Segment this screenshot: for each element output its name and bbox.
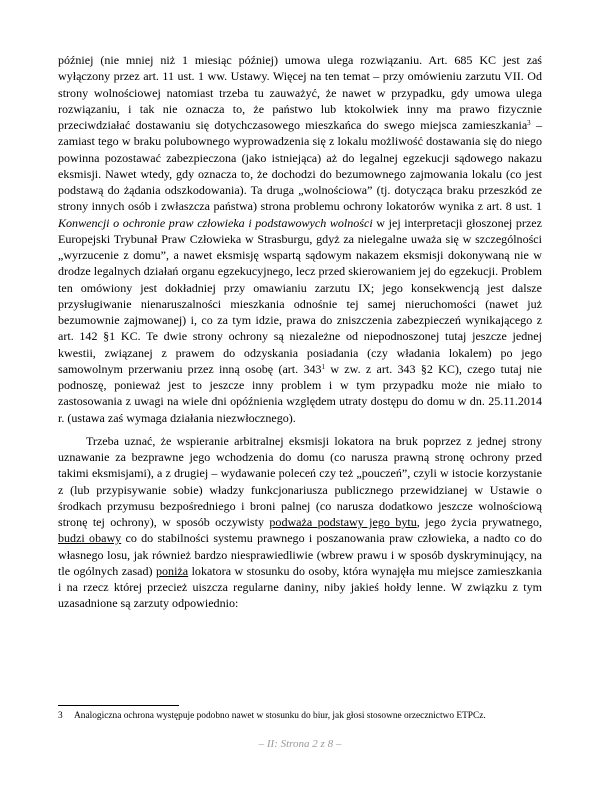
page-number-footer: – II: Strona 2 z 8 – [258, 738, 342, 750]
convention-title: Konwencji o ochronie praw człowieka i podstawowych wolności [58, 215, 373, 230]
paragraph-1-text-c: w jej interpretacji głoszonej przez Europejski Trybunał Praw Człowieka w Strasburgu, gdyż za nielegalne uważa się w szczególności „wyrzucenie z domu”, a nawet eksmisję wspartą sądowym nakazem eksmisji dokonywaną nie w drodze legalnych działań organu egzekucyjnego, lecz przed skierowaniem jej do egzekucji. Problem ten omówiony jest dokładniej przy omawianiu zarzutu IX; jego konsekwencją jest dalsze przysługiwanie nienaruszalności mieszkania odnośnie tej samej nieruchomości (nawet już bezumownie zajmowanej) i, co za tym idzie, prawa do zniszczenia zabezpieczeń wynikającego z art. 142 §1 KC. Te dwie strony ochrony są niezależne od niepodnoszonej tutaj jeszcze jednej kwestii, związanej z prawem do odzyskania posiadania (czy władania lokalem) po jego samowolnym przerwaniu przez inną osobę (art. 343 [58, 215, 542, 376]
paragraph-1 [58, 52, 542, 426]
footnote-text: Analogiczna ochrona występuje podobno nawet w stosunku do biur, jak głosi stosowne orzecznictwo ETPCz. [74, 711, 486, 721]
paragraph-2-text-a: Trzeba uznać, że wspieranie arbitralnej eksmisji lokatora na bruk poprzez z jednej strony uznawanie za bezprawne jego wchodzenia do domu (co narusza prawną stronę ochrony przed takimi eksmisjami), a z drugiej – wydawanie poleceń czy też „pouczeń”, czyli w istocie korzystanie z (lub przypisywanie sobie) władzy funkcjonariusza publicznego przewidzianej w Ustawie o środkach przymusu bezpośredniego i broni palnej (co narusza dodatkowo jeszcze wolnościową stronę tej ochrony), w sposób oczywisty [58, 433, 542, 529]
underlined-phrase-podwaza: podważa podstawy jego bytu [269, 515, 417, 529]
footnote-ref-3[interactable]: 3 [527, 119, 531, 127]
paragraph-2-text-d: lokatora w stosunku do osoby, która wynajęła mu miejsce zamieszkania i na rzecz której przecież uiszcza regularne daniny, niby jakieś hołdy lenne. W związku z tym uzasadnione są zarzuty odpowiednio: [58, 563, 542, 611]
footnote-3 [58, 710, 542, 722]
footnote-separator [58, 705, 179, 706]
paragraph-2 [58, 433, 542, 612]
superscript-1: 1 [321, 362, 326, 371]
paragraph-1-text-d: w zw. z art. 343 §2 KC), czego tutaj nie podnoszę, ponieważ jest to jeszcze inny problem i w tym przypadku może nie miało to zastosowania z uwagi na wiele dni opóźnienia względem utraty dostępu do domu w dn. 25.11.2014 r. (ustawa zaś wymaga działania niezwłocznego). [58, 361, 543, 425]
underlined-phrase-ponaza: poniża [156, 563, 189, 578]
paragraph-1-text-b: – zamiast tego w braku polubownego wyprowadzenia się z lokalu możliwość dostawania się do niego powinna pozostawać zabezpieczona (jako istniejąca) aż do legalnej egzekucji sądowego nakazu eksmisji. Nawet wtedy, gdy oznacza to, że dochodzi do bezumownego zajmowania lokalu (co jest podstawą do żądania odszkodowania). Ta druga „wolnościowa” (tj. dotycząca braku przeszkód ze strony innych osób i zwłaszcza państwa) strona problemu ochrony lokatorów wynika z art. 8 ust. 1 [58, 118, 542, 214]
document-body [58, 52, 542, 612]
paragraph-1-text-a: później (nie mniej niż 1 miesiąc później) umowa ulega rozwiązaniu. Art. 685 KC jest zaś wyłączony przez art. 11 ust. 1 ww. Ustawy. Więcej na ten temat – przy omówieniu zarzutu VII. Od strony wolnościowej natomiast trzeba tu zauważyć, że nawet w przypadku, gdy umowa ulega rozwiązaniu, i tak nie oznacza to, że państwo lub ktokolwiek inny ma prawo fizycznie przeciwdziałać dostawaniu się dotychczasowego mieszkańca do swego miejsca zamieszkania [58, 53, 542, 132]
paragraph-2-text-b: , jego życia prywatnego, [416, 515, 542, 529]
underlined-phrase-budzi-obawy: budzi obawy [58, 531, 122, 546]
footnote-number: 3 [58, 711, 63, 721]
paragraph-2-text-c: co do stabilności systemu prawnego i poszanowania praw człowieka, a nadto co do własnego losu, jak również bardzo niesprawiedliwie (wbrew prawu i w sposób dyskryminujący, na tle ogólnych zasad) [58, 531, 542, 578]
